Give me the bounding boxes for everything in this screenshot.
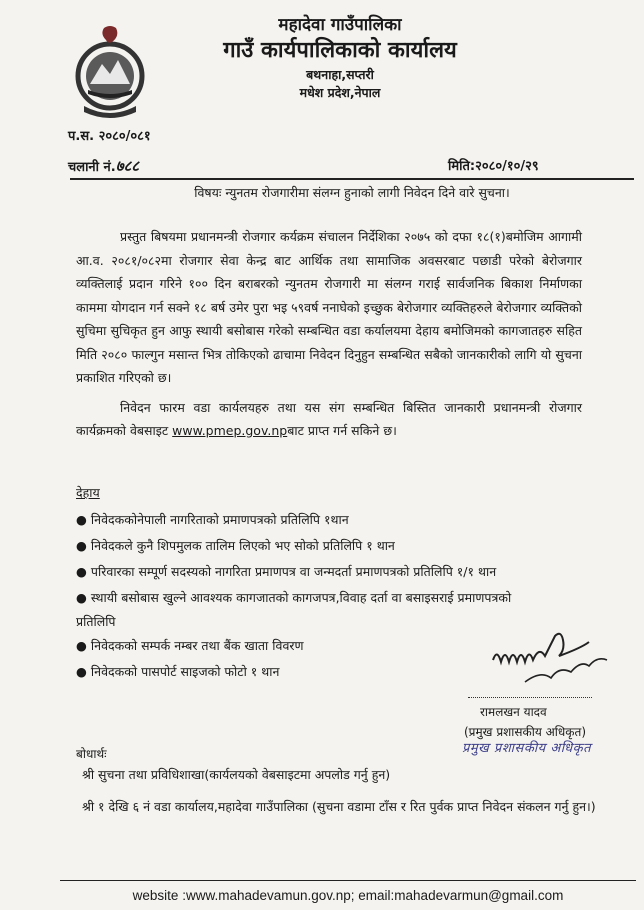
cc-recipient-1: श्री सुचना तथा प्रविधिशाखा(कार्यलयको वेबसाइटमा अपलोड गर्नु हुन) [82, 767, 391, 782]
footer-divider [60, 880, 636, 881]
list-item: ● परिवारका सम्पूर्ण सदस्यको नागरिता प्रमाणपत्र वा जन्मदर्ता प्रमाणपत्रको प्रतिलिपि १/१ थान [76, 564, 497, 579]
subject-line: विषयः न्युनतम रोजगारीमा संलग्न हुनाको लागी निवेदन दिने वारे सुचना। [194, 185, 510, 200]
letter-date: मिति:२०८०/१०/२९ [448, 159, 539, 174]
handwritten-signature-icon [485, 626, 615, 692]
signer-title: (प्रमुख प्रशासकीय अधिकृत) [464, 725, 587, 739]
list-item: ● निवेदककोनेपाली नागरिताको प्रमाणपत्रको प्रतिलिपि १थान [76, 512, 349, 527]
office-location: बथनाहा,सप्तरी [306, 67, 374, 82]
official-stamp: प्रमुख प्रशासकीय अधिकृत [462, 741, 592, 756]
list-item: ● स्थायी बसोबास खुल्ने आवश्यक कागजातको कागजपत्र,विवाह दर्ता वा बसाइसराई प्रमाणपत्रको [76, 590, 512, 605]
municipality-name: महादेवा गाउँपालिका [278, 15, 402, 35]
list-item: ● निवेदकको सम्पर्क नम्बर तथा बैंक खाता विवरण [76, 638, 304, 653]
header-divider [70, 178, 634, 180]
office-header [150, 14, 530, 102]
list-item: ● निवेदकको पासपोर्ट साइजको फोटो १ थान [76, 664, 280, 679]
pmep-website-link[interactable]: www.pmep.gov.np [172, 423, 288, 438]
bullet-icon: ● [76, 512, 87, 527]
bullet-icon: ● [76, 638, 87, 653]
fiscal-year-ref: प.स. २०८०/०८१ [68, 129, 151, 144]
para2-text-end: बाट प्राप्त गर्न सकिने छ। [287, 423, 397, 438]
cc-heading: बोधार्थः [76, 747, 107, 761]
footer-contact: website :www.mahadevamun.gov.np; email:mahadevarmun@gmail.com [132, 888, 564, 903]
dispatch-label: चलानी नं. [68, 160, 116, 175]
nepal-government-emblem-icon [70, 24, 150, 120]
list-item: ● निवेदकले कुनै शिपमुलक तालिम लिएको भए सोको प्रतिलिपि १ थान [76, 538, 395, 553]
cc-recipient-2: श्री १ देखि ६ नं वडा कार्यालय,महादेवा गाउँपालिका (सुचना वडामा टाँस र रित पुर्वक प्राप्त निवेदन संकलन गर्नु हुन।) [82, 799, 596, 814]
bullet-icon: ● [76, 564, 87, 579]
bullet-icon: ● [76, 664, 87, 679]
office-province: मधेश प्रदेश,नेपाल [299, 85, 381, 100]
body-paragraph-2 [76, 396, 582, 443]
bullet-icon: ● [76, 590, 87, 605]
signer-name: रामलखन यादव [480, 705, 547, 719]
dispatch-number-handwritten: ७८८ [115, 157, 140, 175]
signature-line [468, 697, 592, 699]
bullet-icon: ● [76, 538, 87, 553]
dispatch-number [68, 156, 139, 176]
requirements-heading: देहाय [76, 485, 100, 500]
list-item-continuation: प्रतिलिपि [76, 614, 116, 629]
para2-text: निवेदन फारम वडा कार्यलयहरु तथा यस संग सम्बन्धित बिस्तित जानकारी प्रधानमन्त्री रोजगार कार्यक्रमको वेबसाइट [76, 399, 582, 438]
body-paragraph-1: प्रस्तुत बिषयमा प्रधानमन्त्री रोजगार कर्यक्रम संचालन निर्देशिका २०७५ को दफा १८(१)बमोजिम आगामी आ.व. २०८१/०८२मा रोजगार सेवा केन्द्र बाट आर्थिक तथा सामाजिक अवसरबाट पछाडी परेको बेरोजगार व्यक्तिलाई प्रदान गरिने १०० दिन बराबरको न्युनतम रोजगारी मा संलग्न गराई सार्वजनिक बिकाश निर्माणका काममा योगदान गर्न सक्ने १८ बर्ष उमेर पुरा भइ ५९वर्ष ननाघेको इच्छुक बेरोजगार व्यक्तिहरुले बेरोजगार व्यक्तिको सुचिमा सुचिकृत हुन आफु स्थायी बसोबास गरेको सम्बन्धित वडा कर्यालयमा देहाय बमोजिमको कागजातहरु सहित मिति २०८० फाल्गुन मसान्त भित्र तोकिएको ढाचामा निवेदन दिनुहुन सम्बन्धित सबैको जानकारीको लागि यो सुचना प्रकाशित गरिएको छ। [76, 229, 582, 385]
office-name: गाउँ कार्यपालिकाको कार्यालय [223, 38, 457, 63]
letter-body [76, 225, 582, 443]
